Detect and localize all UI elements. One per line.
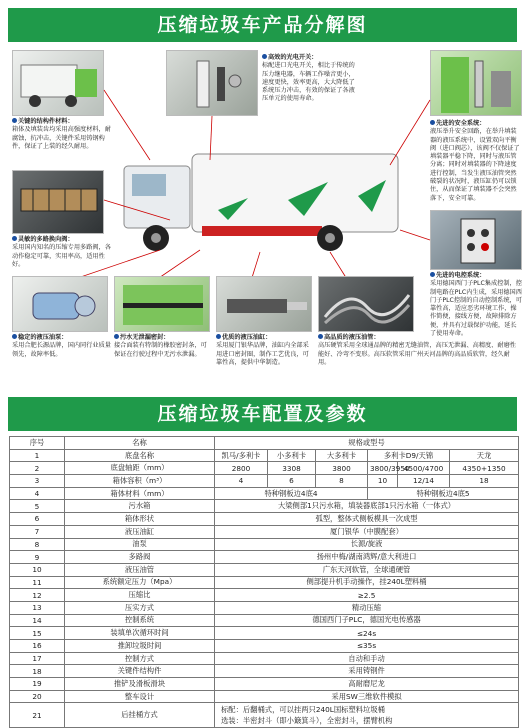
table-cell: 高耐磨尼龙 [215, 678, 519, 691]
table-cell: 6 [268, 475, 316, 488]
table-cell: 采用铸钢件 [215, 665, 519, 678]
table-cell: 关键件结构件 [65, 665, 215, 678]
table-row [10, 563, 519, 576]
table-cell: 10 [10, 563, 65, 576]
header-spec: 规格或型号 [215, 437, 519, 450]
table-row [10, 449, 519, 462]
table-cell: 多路阀 [65, 551, 215, 564]
table-row [10, 525, 519, 538]
table-cell: 4 [10, 487, 65, 500]
photo-hose [318, 276, 414, 332]
table-row [10, 690, 519, 703]
table-cell: 箱体容积（m³） [65, 475, 215, 488]
table-cell: 箱体材料（mm） [65, 487, 215, 500]
photo-pump [12, 276, 108, 332]
table-cell: 13 [10, 601, 65, 614]
table-cell: 系统额定压力（Mpa） [65, 576, 215, 589]
table-cell: 底盘名称 [65, 449, 215, 462]
table-cell: ≥2.5 [215, 589, 519, 602]
table-row [10, 475, 519, 488]
table-row [10, 576, 519, 589]
table-cell: 控制方式 [65, 652, 215, 665]
hose-icon [319, 277, 415, 333]
table-row [10, 462, 519, 475]
table-cell: 8 [10, 538, 65, 551]
table-cell: 装填单次循环时间 [65, 627, 215, 640]
desc-pump: 稳定的液压油泵： 采用合肥长源品牌，国内同行业质量领先，故障率低。 [12, 334, 111, 358]
table-cell: 2800 [215, 462, 268, 475]
table-cell: 1 [10, 449, 65, 462]
table-cell: 7 [10, 525, 65, 538]
cylinder-icon [217, 277, 313, 333]
table-row [10, 614, 519, 627]
table-cell: 特种钢板边4底4 [215, 487, 368, 500]
table-row [10, 513, 519, 526]
table-cell: 20 [10, 690, 65, 703]
table-cell: 控制系统 [65, 614, 215, 627]
table-row [10, 678, 519, 691]
table-cell: 多利卡D9/天锦 [368, 449, 450, 462]
table-cell: 油泵 [65, 538, 215, 551]
table-cell: 底盘轴距（mm） [65, 462, 215, 475]
table-cell: 10 [368, 475, 398, 488]
seal-icon [115, 277, 211, 333]
desc-structure: 关键的结构件材料： 箱体及填装齿均采用高强度材料，耐腐蚀，抗冲击，关键件采用铸钢构件，保证了上装的经久耐用。 [12, 118, 111, 150]
table-row [10, 538, 519, 551]
table-cell: 4350+1350 [450, 462, 519, 475]
table-cell: 长源/旋液 [215, 538, 519, 551]
table-row [10, 703, 519, 728]
table-cell: 8 [316, 475, 368, 488]
table-cell: 12 [10, 589, 65, 602]
table-row [10, 551, 519, 564]
table-cell: 21 [10, 703, 65, 728]
table-cell: 17 [10, 652, 65, 665]
table-cell: 11 [10, 576, 65, 589]
desc-sewage: 污水无泄漏密封： 接合面装有特制的橡胶密封条，可保证在行驶过程中无污水泄漏。 [114, 334, 207, 358]
table-cell-line: 标配：后翻桶式，可以挂两只240L国标塑料垃圾桶 [221, 705, 385, 715]
table-cell: 整车设计 [65, 690, 215, 703]
desc-sensor: 高效的光电开关： 标配进口光电开关，相比于传统的压力继电器，车辆工作噪音更小，速度更快，效率更高，大大降低了系统压力冲击，有效的保证了各液压单元的使用寿命。 [262, 54, 355, 103]
table-cell: 大梁侧部1只污水箱，填装器底部1只污水箱（一体式） [215, 500, 519, 513]
table-row [10, 627, 519, 640]
table-cell: 16 [10, 640, 65, 653]
table-cell: 污水箱 [65, 500, 215, 513]
marker-icon [12, 334, 17, 339]
table-cell-line: 选装：半密封斗（即小簸箕斗），全密封斗，摆臂机构 [221, 716, 393, 726]
table-row [10, 487, 519, 500]
table-cell: 厦门银华（中膜配套） [215, 525, 519, 538]
table-cell: 15 [10, 627, 65, 640]
table-cell: 采用SW三维软件模拟 [215, 690, 519, 703]
table-cell: 3308 [268, 462, 316, 475]
table-cell: 3800/3950 [368, 462, 398, 475]
table-cell: 18 [450, 475, 519, 488]
table-cell: 弧型，整体式侧板模具一次成型 [215, 513, 519, 526]
table-cell: 19 [10, 678, 65, 691]
table-cell: ≤35s [215, 640, 519, 653]
desc-safety: 先进的安全系统： 液压举升安全回路，在举升填装器的液压系统中，设置双向平衡阀（进口阀芯），该阀不仅保证了填装器平稳下降，同时与液压管分离；同时对填装器的下降速度进行控制，当发生液压油管突然破裂的状况时，液压缸仍可以锁住，从而保证了填装器不会突然落下，安全可靠。 [430, 120, 520, 202]
table-cell: 凯马/多利卡 [215, 449, 268, 462]
table-cell: 天龙 [450, 449, 519, 462]
table-header [10, 437, 519, 450]
table-row [10, 640, 519, 653]
table-cell: 推铲及滑板滑块 [65, 678, 215, 691]
header-no: 序号 [10, 437, 65, 450]
table-cell: 特种钢板边4底5 [368, 487, 519, 500]
table-cell: 18 [10, 665, 65, 678]
table-cell: 大多利卡 [316, 449, 368, 462]
table-row [10, 500, 519, 513]
desc-cylinder: 优质的液压油缸： 采用厦门银华品牌，油缸内全部采用进口密封圈，制作工艺优良，可靠性高，提供中华制造。 [216, 334, 309, 366]
table-cell: 推卸垃圾时间 [65, 640, 215, 653]
table-cell: 液压油缸 [65, 525, 215, 538]
marker-icon [318, 334, 323, 339]
table-cell: 液压油管 [65, 563, 215, 576]
table-cell: 广东天河软管，全球通硬管 [215, 563, 519, 576]
table-cell: 侧部提升机手动操作，挂240L塑料桶 [215, 576, 519, 589]
table-cell: 3800 [316, 462, 368, 475]
table-cell: 5 [10, 500, 65, 513]
desc-hose: 高品质的液压油管： 高压硬管采用全球通品牌的精密无缝油管，高压无泄漏、高精度、耐磨性能好、冷弯不变形。高压软管采用广州天河品牌的高品质软管，经久耐用。 [318, 334, 516, 366]
table-cell: 4500/4700 [398, 462, 450, 475]
table-cell: 2 [10, 462, 65, 475]
table-cell: 3 [10, 475, 65, 488]
table-cell: ≤24s [215, 627, 519, 640]
table-row [10, 665, 519, 678]
table-cell: 扬州中梅/湖南鸿辉/意大利进口 [215, 551, 519, 564]
table-cell: 箱体形状 [65, 513, 215, 526]
table-cell: 小多利卡 [268, 449, 316, 462]
page-title: 压缩垃圾车产品分解图 [8, 8, 517, 42]
table-row [10, 652, 519, 665]
table-cell: 4 [215, 475, 268, 488]
table-cell: 压缩比 [65, 589, 215, 602]
spec-table [9, 436, 519, 728]
table-row [10, 589, 519, 602]
section-title: 压缩垃圾车配置及参数 [8, 397, 517, 431]
table-cell [215, 703, 519, 728]
table-cell: 9 [10, 551, 65, 564]
marker-icon [216, 334, 221, 339]
table-cell: 压实方式 [65, 601, 215, 614]
table-cell: 精动压缩 [215, 601, 519, 614]
desc-valve: 灵敏的多路换向阀： 采用国内知名的压缩专用多路阀，各动作稳定可靠，实用率高，适用性好。 [12, 236, 111, 268]
table-cell: 6 [10, 513, 65, 526]
photo-sewage [114, 276, 210, 332]
table-cell: 德国西门子PLC，德国光电传感器 [215, 614, 519, 627]
table-cell: 14 [10, 614, 65, 627]
header-name: 名称 [65, 437, 215, 450]
table-row [10, 601, 519, 614]
pump-icon [13, 277, 109, 333]
photo-cylinder [216, 276, 312, 332]
table-cell: 后挂桶方式 [65, 703, 215, 728]
desc-control: 先进的电控系统： 采用德国西门子PLC集成控制，控制电路在PLC内生成，采用德国西门子PLC控制的自动控制系统，可靠性高，适应恶劣环境工作，操作简便，接线方便，故障排除方便，并具有过载保护功能，延长了使用寿命。 [430, 272, 522, 338]
table-cell: 自动和手动 [215, 652, 519, 665]
table-cell: 12/14 [398, 475, 450, 488]
marker-icon [114, 334, 119, 339]
